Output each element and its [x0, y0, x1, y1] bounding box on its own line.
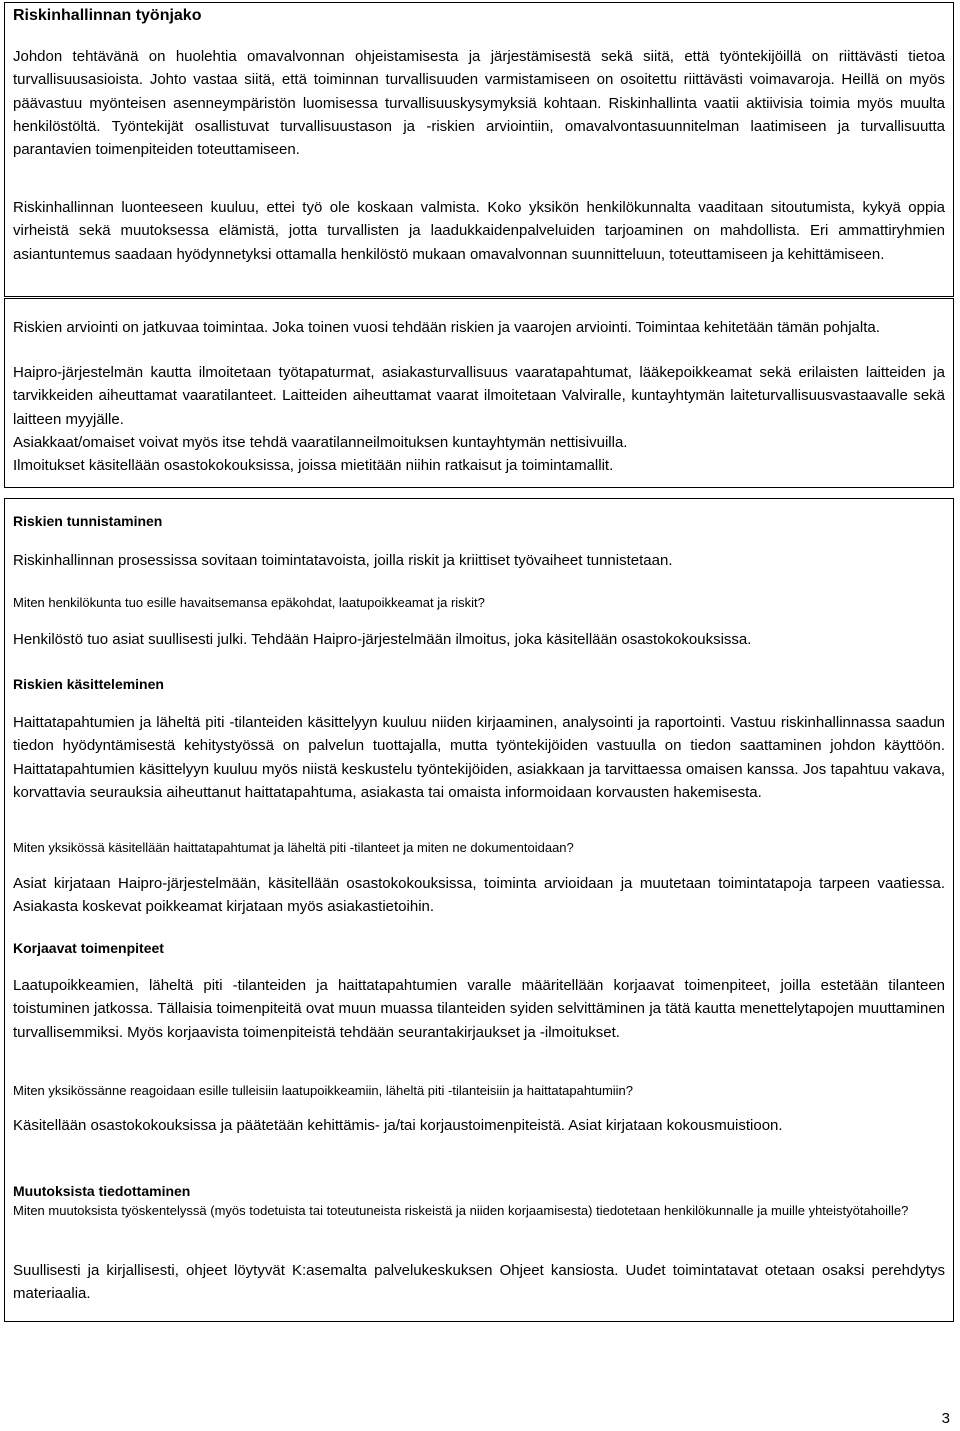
customer-reporting-line: Asiakkaat/omaiset voivat myös itse tehdä vaaratilanneilmoituksen kuntayhtymän nettisivuilla.	[13, 434, 628, 451]
section-responsibilities-box	[4, 2, 954, 297]
haipro-reporting-paragraph: Haipro-järjestelmän kautta ilmoitetaan työtapaturmat, asiakasturvallisuus vaaratapahtumat, lääkepoikkeamat sekä erilaisten laitteiden ja tarvikkeiden aiheuttamat vaaratilanteet. Laitteiden aiheuttamat vaarat ilmoitetaan Valviralle, kuntayhtymän laiteturvallisuusvastaavalle sekä laitteen myyjälle.	[13, 364, 945, 428]
kasittely-question: Miten yksikössä käsitellään haittatapahtumat ja läheltä piti -tilanteet ja miten ne dokumentoidaan?	[13, 840, 574, 855]
meeting-handling-line: Ilmoitukset käsitellään osastokokouksissa, joissa mietitään niihin ratkaisut ja toimintamallit.	[13, 457, 614, 474]
kasittely-text: Haittatapahtumien ja läheltä piti -tilanteiden käsittelyyn kuuluu niiden kirjaaminen, analysointi ja raportointi. Vastuu riskinhallinnassa saadun tiedon hyödyntämisestä kehitystyössä on palvelun tuottajalla, mutta työntekijöiden vastuulla on tiedon saattaminen johdon käyttöön. Haittatapahtumien käsittelyyn kuuluu myös niistä keskustelu työntekijöiden, asiakkaan ja tarvittaessa omaisen kanssa. Jos tapahtuu vakava, korvattavia seurauksia aiheuttanut haittatapahtuma, asiakasta tai omaista informoidaan korvausten hakemisesta.	[13, 714, 945, 801]
tunnistaminen-question: Miten henkilökunta tuo esille havaitsemansa epäkohdat, laatupoikkeamat ja riskit?	[13, 595, 485, 610]
ongoing-work-paragraph: Riskinhallinnan luonteeseen kuuluu, ettei työ ole koskaan valmista. Koko yksikön henkilökunnalta vaaditaan sitoutumista, kykyä oppia virheistä sekä muutoksessa elämistä, jotta turvallisten ja laadukkaidenpalveluiden tarjoaminen on mahdollista. Eri ammattiryhmien asiantuntemus saadaan hyödynnetyksi ottamalla henkilöstö mukaan omavalvonnan suunnitteluun, toteuttamiseen ja kehittämiseen.	[13, 199, 945, 263]
kasittely-answer: Asiat kirjataan Haipro-järjestelmään, käsitellään osastokokouksissa, toiminta arvioidaan ja muutetaan toimintatapoja tarpeen vaatiessa. Asiakasta koskevat poikkeamat kirjataan myös asiakastietoihin.	[13, 875, 945, 916]
risk-assessment-paragraph: Riskien arviointi on jatkuvaa toimintaa. Joka toinen vuosi tehdään riskien ja vaarojen arviointi. Toimintaa kehitetään tämän pohjalta.	[13, 319, 880, 336]
korjaavat-question: Miten yksikössänne reagoidaan esille tulleisiin laatupoikkeamiin, läheltä piti -tilanteisiin ja haittatapahtumiin?	[13, 1083, 634, 1098]
heading-riskien-kasitteleminen: Riskien käsitteleminen	[13, 676, 164, 692]
korjaavat-answer: Käsitellään osastokokouksissa ja päätetään kehittämis- ja/tai korjaustoimenpiteistä. Asiat kirjataan kokousmuistioon.	[13, 1117, 783, 1134]
section-risk-handling-box	[4, 498, 954, 1322]
heading-riskien-tunnistaminen: Riskien tunnistaminen	[13, 513, 163, 529]
section-risk-assessment-box	[4, 298, 954, 488]
heading-korjaavat-toimenpiteet: Korjaavat toimenpiteet	[13, 940, 164, 956]
section-title-riskinhallinnan-tyonjako: Riskinhallinnan työnjako	[13, 7, 202, 24]
responsibilities-paragraph: Johdon tehtävänä on huolehtia omavalvonnan ohjeistamisesta ja järjestämisestä sekä siitä, että työntekijöillä on riittävästi tietoa turvallisuusasioista. Johto vastaa siitä, että toiminnan turvallisuuden varmistamiseen on osoitettu riittävästi voimavaroja. Heillä on myös päävastuu myönteisen asenneympäristön luomisessa turvallisuuskysymyksiä kohtaan. Riskinhallinta vaatii aktiivisia toimia myös muulta henkilöstöltä. Työntekijät osallistuvat turvallisuustason ja -riskien arviointiin, omavalvontasuunnitelman laatimiseen ja turvallisuutta parantavien toimenpiteiden toteuttamiseen.	[13, 48, 945, 159]
tunnistaminen-answer: Henkilöstö tuo asiat suullisesti julki. Tehdään Haipro-järjestelmään ilmoitus, joka käsitellään osastokokouksissa.	[13, 631, 752, 648]
tunnistaminen-text: Riskinhallinnan prosessissa sovitaan toimintatavoista, joilla riskit ja kriittiset työvaiheet tunnistetaan.	[13, 552, 673, 569]
page-number: 3	[941, 1410, 950, 1427]
heading-muutoksista-tiedottaminen: Muutoksista tiedottaminen	[13, 1183, 191, 1199]
korjaavat-text: Laatupoikkeamien, läheltä piti -tilanteiden ja haittatapahtumien varalle määritellään korjaavat toimenpiteet, joilla estetään tilanteen toistuminen jatkossa. Tällaisia toimenpiteitä ovat muun muassa tilanteiden syiden selvittäminen ja tätä kautta menettelytapojen muuttaminen turvallisemmiksi. Myös korjaavista toimenpiteistä tehdään seurantakirjaukset ja -ilmoitukset.	[13, 977, 945, 1041]
muutokset-answer: Suullisesti ja kirjallisesti, ohjeet löytyvät K:asemalta palvelukeskuksen Ohjeet kansiosta. Uudet toimintatavat otetaan osaksi perehdytys materiaalia.	[13, 1262, 945, 1303]
muutokset-question: Miten muutoksista työskentelyssä (myös todetuista tai toteutuneista riskeistä ja niiden korjaamisesta) tiedotetaan henkilökunnalle ja muille yhteistyötahoille?	[13, 1203, 909, 1218]
